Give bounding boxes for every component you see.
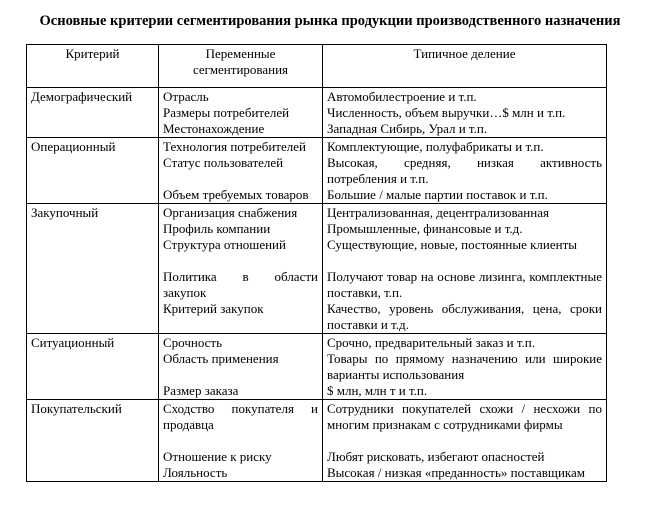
table-row (27, 204, 607, 334)
divisions-cell (323, 204, 607, 334)
variable-item: Размеры потребителей (163, 105, 290, 120)
divisions-cell (323, 400, 607, 482)
header-variables-line2: сегментирования (192, 62, 289, 77)
segmentation-criteria-table (26, 44, 607, 482)
variables-cell (159, 400, 323, 482)
table-row (27, 400, 607, 482)
line-spacer (327, 433, 602, 449)
header-division: Типичное деление (323, 45, 607, 88)
variables-cell (159, 334, 323, 400)
variable-item: Срочность (163, 335, 223, 350)
divisions-cell (323, 138, 607, 204)
line-spacer (163, 253, 318, 269)
variable-item: Сходство покупателя и продавца (163, 401, 318, 432)
line-spacer (327, 253, 602, 269)
division-item: Получают товар на основе лизинга, комплектные поставки, т.п. (327, 269, 602, 300)
criterion-label: Ситуационный (31, 335, 115, 350)
division-item: Централизованная, децентрализованная (327, 205, 549, 220)
divisions-cell (323, 334, 607, 400)
criterion-cell (27, 334, 159, 400)
division-item: $ млн, млн т и т.п. (327, 383, 428, 398)
table-row (27, 334, 607, 400)
variable-item: Отношение к риску (163, 449, 272, 464)
line-spacer (163, 433, 318, 449)
division-item: Промышленные, финансовые и т.д. (327, 221, 523, 236)
table-row (27, 138, 607, 204)
division-item: Качество, уровень обслуживания, цена, сроки поставки и т.д. (327, 301, 602, 332)
criterion-label: Закупочный (31, 205, 99, 220)
criterion-label: Операционный (31, 139, 116, 154)
criterion-label: Демографический (31, 89, 133, 104)
division-item: Комплектующие, полуфабрикаты и т.п. (327, 139, 544, 154)
criterion-cell (27, 400, 159, 482)
variable-item: Лояльность (163, 465, 228, 480)
criterion-cell (27, 204, 159, 334)
divisions-cell (323, 88, 607, 138)
variable-item: Отрасль (163, 89, 209, 104)
variable-item: Технология потребителей (163, 139, 306, 154)
header-criterion: Критерий (27, 45, 159, 88)
variable-item: Объем требуемых товаров (163, 187, 309, 202)
division-item: Срочно, предварительный заказ и т.п. (327, 335, 536, 350)
variable-item: Размер заказа (163, 383, 239, 398)
variable-item: Область применения (163, 351, 279, 366)
table-row (27, 88, 607, 138)
division-item: Любят рисковать, избегают опасностей (327, 449, 545, 464)
division-item: Высокая, средняя, низкая активность потребления и т.п. (327, 155, 602, 186)
criterion-label: Покупательский (31, 401, 122, 416)
table-header-row (27, 45, 607, 88)
variable-item: Статус пользователей (163, 155, 284, 170)
variable-item: Местонахождение (163, 121, 265, 136)
variables-cell (159, 88, 323, 138)
variable-item: Структура отношений (163, 237, 286, 252)
division-item: Численность, объем выручки…$ млн и т.п. (327, 105, 566, 120)
variable-item: Профиль компании (163, 221, 271, 236)
line-spacer (163, 367, 318, 383)
variable-item: Критерий закупок (163, 301, 264, 316)
criterion-cell (27, 88, 159, 138)
division-item: Автомобилестроение и т.п. (327, 89, 477, 104)
table-title: Основные критерии сегментирования рынка продукции производственного назначения (39, 13, 621, 29)
division-item: Товары по прямому назначению или широкие варианты использования (327, 351, 602, 382)
division-item: Высокая / низкая «преданность» поставщикам (327, 465, 586, 480)
division-item: Существующие, новые, постоянные клиенты (327, 237, 578, 252)
variable-item: Организация снабжения (163, 205, 298, 220)
variable-item: Политика в области закупок (163, 269, 318, 300)
division-item: Большие / малые партии поставок и т.п. (327, 187, 548, 202)
variables-cell (159, 138, 323, 204)
header-variables-line1: Переменные (205, 46, 276, 61)
line-spacer (163, 171, 318, 187)
division-item: Сотрудники покупателей схожи / несхожи по многим признакам с сотрудниками фирмы (327, 401, 602, 432)
criterion-cell (27, 138, 159, 204)
variables-cell (159, 204, 323, 334)
header-variables (159, 45, 323, 88)
division-item: Западная Сибирь, Урал и т.п. (327, 121, 488, 136)
